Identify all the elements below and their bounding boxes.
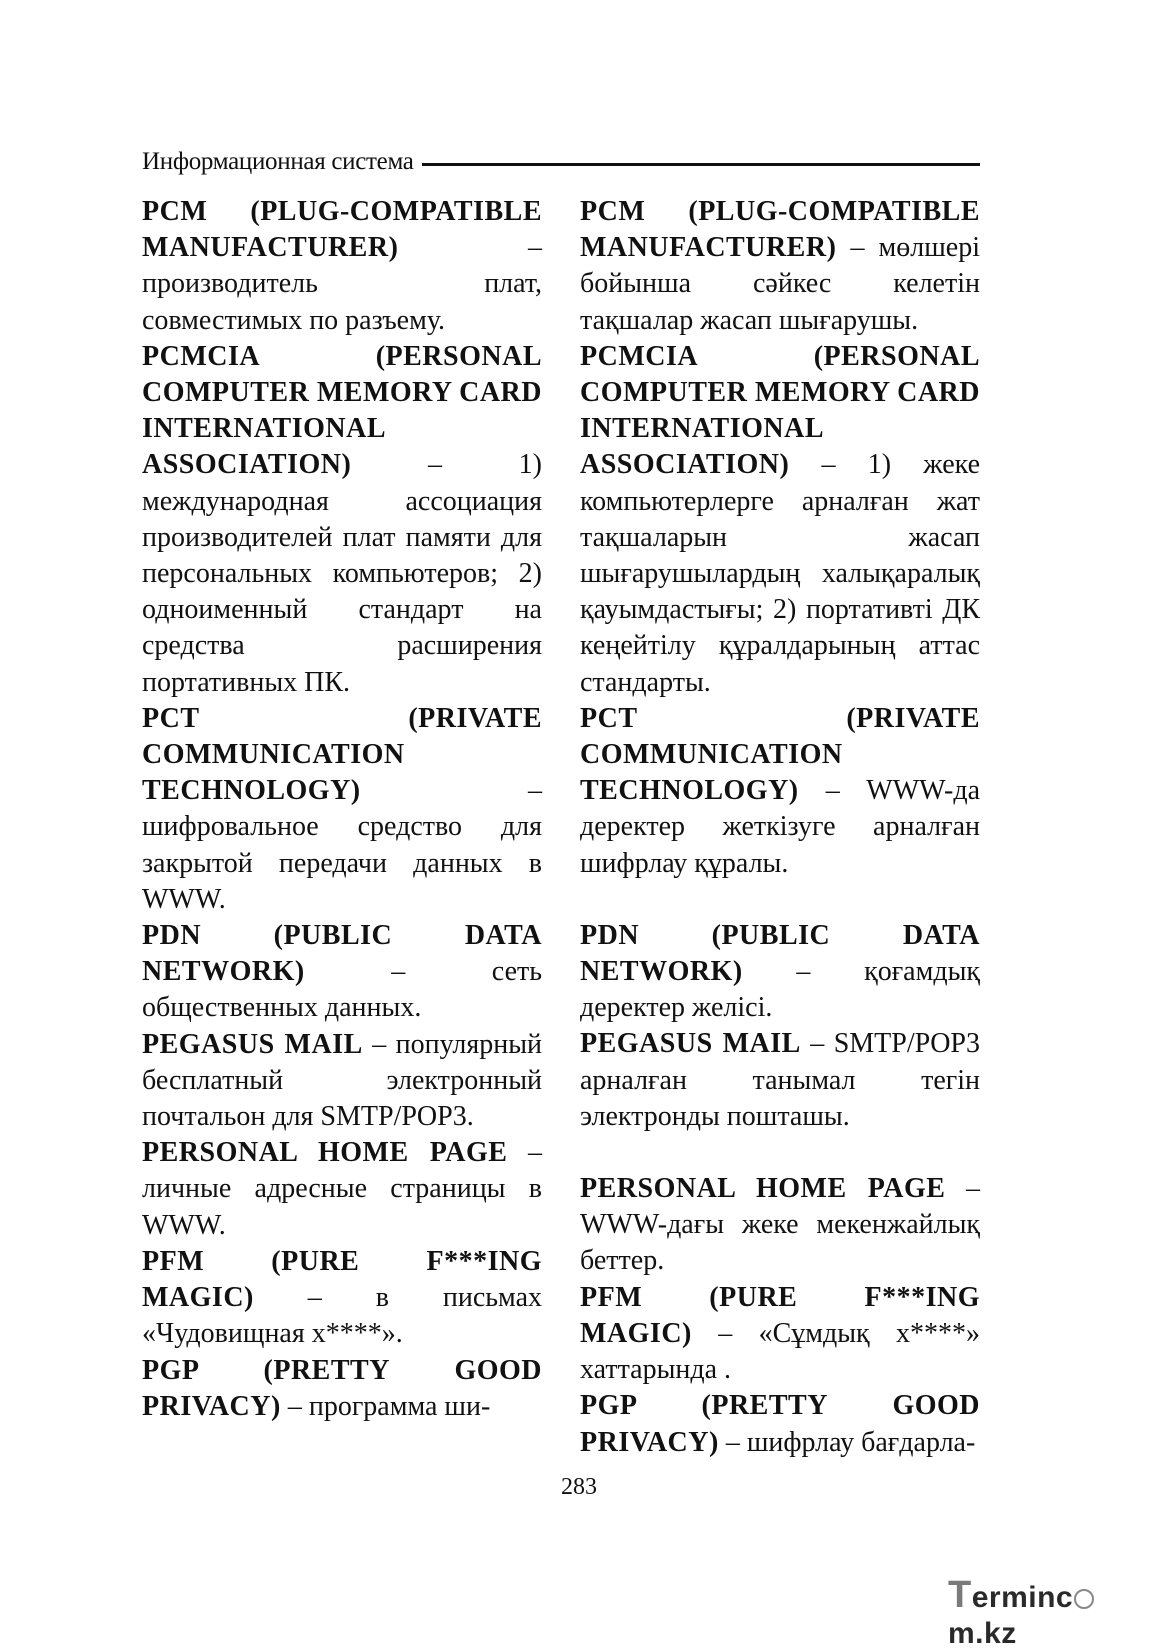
dictionary-entry [142, 339, 542, 701]
column-russian [142, 194, 542, 1425]
dictionary-entry [142, 1353, 542, 1425]
entry-term: PCM (PLUG-COMPATIBLE MANUFACTURER) [580, 196, 980, 264]
entry-definition: – программа ши- [280, 1390, 491, 1422]
entry-definition: – WWW-да деректер жеткізуге арналған шифрлау құралы. [580, 775, 980, 879]
dictionary-entry [580, 1026, 980, 1135]
magnifier-icon [1074, 1589, 1094, 1609]
page-number: 283 [561, 1474, 597, 1500]
entry-definition: – қоғамдық деректер желісі. [580, 956, 980, 1024]
header-title: Информационная система [142, 148, 414, 175]
entry-term: PDN (PUBLIC DATA NETWORK) [142, 920, 542, 988]
dictionary-entry [580, 339, 980, 701]
entry-term: PDN (PUBLIC DATA NETWORK) [580, 919, 980, 988]
watermark-middle: erminc [971, 1581, 1074, 1614]
dictionary-entry [580, 918, 980, 1027]
entry-term: PFM (PURE F***ING MAGIC) [142, 1245, 542, 1314]
entry-definition: – в письмах «Чудовищная х****». [142, 1282, 542, 1350]
dictionary-entry [142, 701, 542, 918]
watermark-lead: T [948, 1574, 972, 1616]
entry-term: PFM (PURE F***ING MAGIC) [580, 1281, 980, 1349]
entry-term: PCMCIA (PERSONAL COMPUTER MEMORY CARD INTERNATIONAL ASSOCIATION) [580, 340, 980, 481]
column-kazakh [580, 194, 980, 1461]
entry-definition: – WWW-дағы жеке мекенжайлық беттер. [580, 1173, 981, 1277]
entry-definition: – SMTP/POP3 арналған танымал тегін электронды пошташы. [580, 1028, 980, 1132]
entry-term: PCM (PLUG-COMPATIBLE MANUFACTURER) [142, 196, 542, 264]
dictionary-entry [142, 1135, 542, 1244]
entry-term: PEGASUS MAIL [142, 1028, 363, 1060]
entry-definition: – шифровальное средство для закрытой передачи данных в WWW. [142, 775, 542, 915]
header-rule [422, 163, 980, 166]
dictionary-entry [580, 1280, 980, 1389]
watermark-trail: m.kz [948, 1617, 1017, 1650]
dictionary-entry [580, 701, 980, 882]
running-header [142, 148, 980, 176]
entry-term: PCT (PRIVATE COMMUNICATION TECHNOLOGY) [142, 702, 542, 807]
entry-definition: – шифрлау бағдарла- [718, 1426, 976, 1458]
entry-definition: – личные адресные страницы в WWW. [142, 1137, 543, 1241]
dictionary-entry [142, 1027, 542, 1136]
entry-term: PERSONAL HOME PAGE [580, 1173, 946, 1205]
entry-term: PCT (PRIVATE COMMUNICATION TECHNOLOGY) [580, 702, 980, 807]
entry-term: PERSONAL HOME PAGE [142, 1137, 508, 1169]
entry-term: PGP (PRETTY GOOD PRIVACY) [580, 1390, 980, 1458]
entry-term: PCMCIA (PERSONAL COMPUTER MEMORY CARD INTERNATIONAL ASSOCIATION) [142, 340, 542, 481]
dictionary-entry [142, 1244, 542, 1353]
entry-term: PEGASUS MAIL [580, 1028, 801, 1060]
dictionary-entry [142, 194, 542, 339]
dictionary-entry [580, 194, 980, 339]
entry-term: PGP (PRETTY GOOD PRIVACY) [142, 1354, 542, 1422]
site-watermark [948, 1574, 1158, 1651]
entry-definition: – «Сұмдық х****» хаттарында . [580, 1317, 980, 1386]
dictionary-entry [142, 918, 542, 1027]
entry-definition: – 1) жеке компьютерлерге арналған жат тақшаларын жасап шығарушылардың халықаралық қауымдастығы; 2) портативті ДК кеңейтілу құралдарының аттас стандарты. [580, 449, 980, 698]
entry-definition: – производитель плат, совместимых по разъему. [142, 232, 542, 336]
entry-definition: – популярный бесплатный электронный почтальон для SMTP/POP3. [142, 1028, 543, 1133]
dictionary-entry [580, 1388, 980, 1460]
entry-definition: – сеть общественных данных. [142, 956, 542, 1024]
dictionary-entry [580, 1171, 980, 1280]
entry-definition: – 1) международная ассоциация производителей плат памяти для персональных компьютеров; 2) одноименный стандарт на средства расширения портативных ПК. [142, 449, 542, 698]
entry-definition: – мөлшері бойынша сәйкес келетін тақшалар жасап шығарушы. [580, 232, 980, 336]
